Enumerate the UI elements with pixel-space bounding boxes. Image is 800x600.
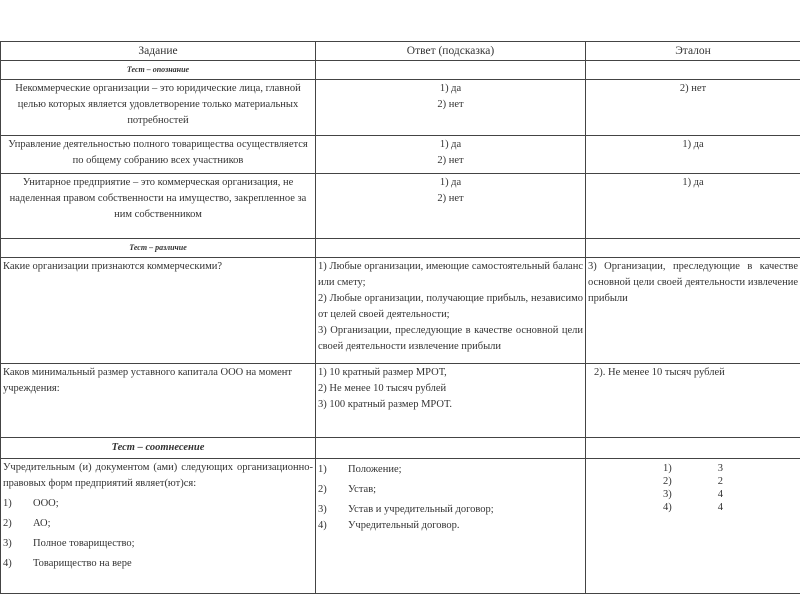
option: 3) 100 кратный размер МРОТ. xyxy=(318,399,452,410)
item-text: Учредительный договор. xyxy=(348,520,460,531)
option: 2) Любые организации, получающие прибыль, независимо от целей своей деятельности; xyxy=(318,293,583,320)
item-text: АО; xyxy=(33,518,51,529)
key-row xyxy=(663,488,723,501)
item-number: 4) xyxy=(3,558,12,569)
option: 2) Не менее 10 тысяч рублей xyxy=(318,383,447,394)
task-text: Унитарное предприятие – это коммерческая организация, не наделенная правом собственности на имущество, закрепленное за ним собственником xyxy=(1,174,316,239)
task-text: Учредительным (и) документом (ами) следующих организационно-правовых форм предприятий являет(ют)ся: xyxy=(3,462,313,489)
hint-cell xyxy=(316,174,586,239)
key-number: 3) xyxy=(663,489,672,500)
list-item xyxy=(3,496,313,512)
hint-cell xyxy=(316,364,586,438)
option: 1) 10 кратный размер МРОТ, xyxy=(318,367,447,378)
option: 3) Организации, преследующие в качестве основной цели своей деятельности извлечение прибыли xyxy=(318,325,583,352)
answer-text: 2). Не менее 10 тысяч рублей xyxy=(586,364,800,438)
table-row xyxy=(1,136,800,174)
item-number: 3) xyxy=(3,538,12,549)
list-item xyxy=(318,518,583,534)
hint-cell xyxy=(316,80,586,136)
table-row xyxy=(1,80,800,136)
item-number: 3) xyxy=(318,504,327,515)
table-row xyxy=(1,174,800,239)
section-row xyxy=(1,61,800,80)
list-item xyxy=(3,556,313,572)
answer-key-cell xyxy=(586,459,800,594)
list-item xyxy=(3,516,313,532)
answer-text: 3) Организации, преследующие в качестве основной цели своей деятельности извлечение прибыли xyxy=(586,258,800,364)
header-task: Задание xyxy=(1,42,316,61)
item-number: 2) xyxy=(3,518,12,529)
item-number: 2) xyxy=(318,484,327,495)
key-value: 3 xyxy=(717,463,723,474)
option: 2) нет xyxy=(437,99,464,110)
matching-task-cell xyxy=(1,459,316,594)
key-value: 4 xyxy=(717,489,723,500)
option: 2) нет xyxy=(437,193,464,204)
task-text: Некоммерческие организации – это юридические лица, главной целью которых является удовлетворение только материальных потребностей xyxy=(1,80,316,136)
header-answer: Эталон xyxy=(586,42,800,61)
table-row xyxy=(1,364,800,438)
table-row xyxy=(1,258,800,364)
answer-text: 2) нет xyxy=(586,80,800,136)
option: 1) да xyxy=(439,83,462,94)
list-item xyxy=(318,462,583,478)
hint-cell xyxy=(316,136,586,174)
item-text: Положение; xyxy=(348,464,402,475)
section-title: Тест – опознание xyxy=(1,61,316,80)
section-row xyxy=(1,438,800,459)
section-row xyxy=(1,239,800,258)
item-text: Товарищество на вере xyxy=(33,558,132,569)
key-number: 2) xyxy=(663,476,672,487)
section-title: Тест – соотнесение xyxy=(1,438,316,459)
task-text: Каков минимальный размер уставного капитала ООО на момент учреждения: xyxy=(1,364,316,438)
header-row xyxy=(1,42,800,61)
item-number: 1) xyxy=(3,498,12,509)
item-text: ООО; xyxy=(33,498,59,509)
section-title: Тест – различие xyxy=(1,239,316,258)
item-number: 1) xyxy=(318,464,327,475)
header-hint: Ответ (подсказка) xyxy=(316,42,586,61)
item-text: Полное товарищество; xyxy=(33,538,135,549)
option: 1) да xyxy=(439,177,462,188)
key-row xyxy=(663,475,723,488)
option: 1) Любые организации, имеющие самостоятельный баланс или смету; xyxy=(318,261,583,288)
key-row xyxy=(663,462,723,475)
key-number: 1) xyxy=(663,463,672,474)
key-row xyxy=(663,501,723,514)
task-text: Управление деятельностью полного товарищества осуществляется по общему собранию всех участников xyxy=(1,136,316,174)
option: 2) нет xyxy=(437,155,464,166)
key-value: 2 xyxy=(717,476,723,487)
answer-text: 1) да xyxy=(586,174,800,239)
answer-text: 1) да xyxy=(586,136,800,174)
table-row xyxy=(1,459,800,594)
list-item xyxy=(3,536,313,552)
hint-cell xyxy=(316,459,586,594)
item-number: 4) xyxy=(318,520,327,531)
test-table xyxy=(0,41,800,594)
item-text: Устав и учредительный договор; xyxy=(348,504,494,515)
task-text: Какие организации признаются коммерческими? xyxy=(1,258,316,364)
list-item xyxy=(318,502,583,518)
item-text: Устав; xyxy=(348,484,377,495)
option: 1) да xyxy=(439,139,462,150)
key-number: 4) xyxy=(663,502,672,513)
list-item xyxy=(318,482,583,498)
key-value: 4 xyxy=(717,502,723,513)
hint-cell xyxy=(316,258,586,364)
